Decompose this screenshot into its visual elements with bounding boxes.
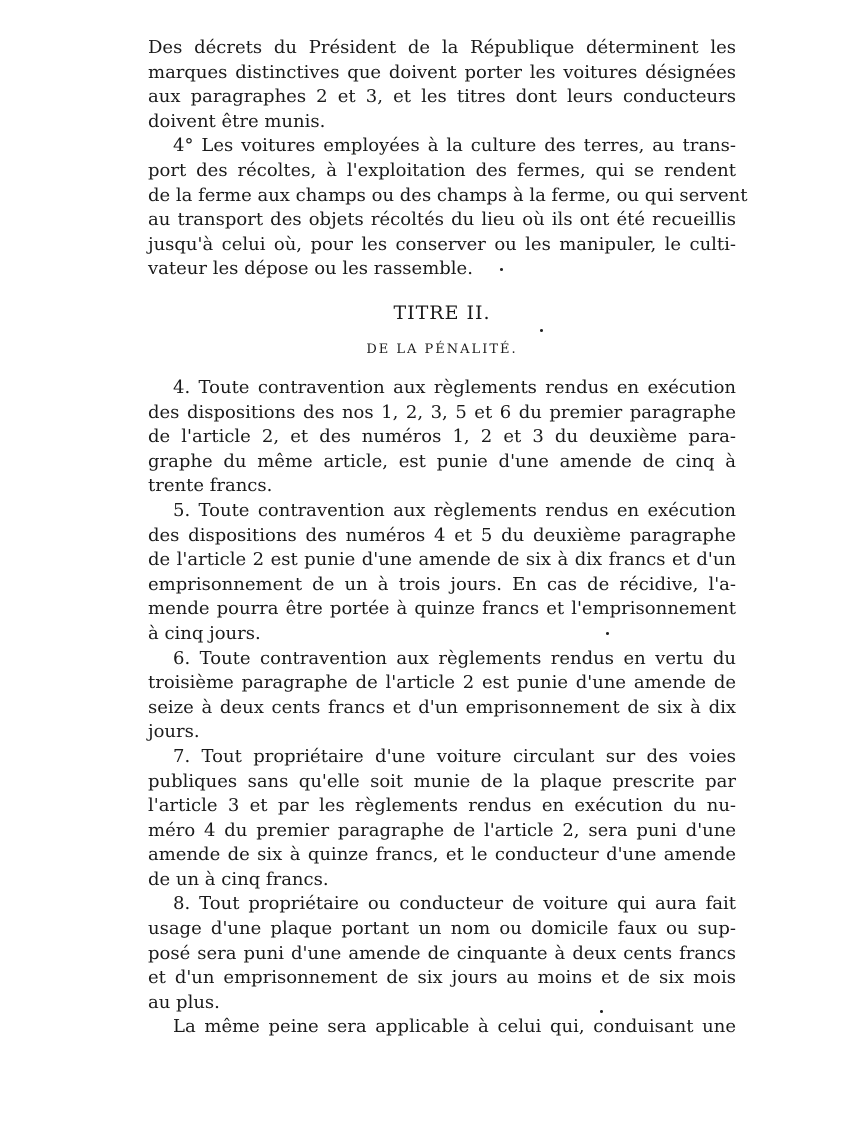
print-speck <box>540 329 543 332</box>
text-line: aux paragraphes 2 et 3, et les titres dont leurs conducteurs <box>148 86 736 108</box>
text-block-penalties <box>148 376 736 1040</box>
text-line: Des décrets du Président de la République déterminent les <box>148 37 736 58</box>
text-line: vateur les dépose ou les rassemble. <box>148 258 473 280</box>
text-line: méro 4 du premier paragraphe de l'article 2, sera puni d'une <box>148 819 736 841</box>
text-line: doivent être munis. <box>148 110 326 132</box>
text-line: jours. <box>148 721 200 743</box>
print-speck <box>606 632 609 635</box>
text-line: mende pourra être portée à quinze francs et l'emprisonnement <box>148 598 736 620</box>
print-speck <box>600 1010 603 1013</box>
text-line: 5. Toute contravention aux règlements rendus en exécution <box>173 499 736 521</box>
print-speck <box>500 268 503 271</box>
text-line: marques distinctives que doivent porter les voitures désignées <box>148 61 736 83</box>
section-subtitle: DE LA PÉNALITÉ. <box>366 342 518 357</box>
text-line: au plus. <box>148 991 220 1013</box>
text-line: des dispositions des numéros 4 et 5 du deuxième paragraphe <box>148 524 736 546</box>
text-line: emprisonnement de un à trois jours. En cas de récidive, l'a- <box>148 573 736 595</box>
text-line: jusqu'à celui où, pour les conserver ou les manipuler, le culti- <box>148 233 736 255</box>
text-line: usage d'une plaque portant un nom ou domicile faux ou sup- <box>148 918 736 940</box>
text-line: publiques sans qu'elle soit munie de la plaque prescrite par <box>148 770 736 792</box>
text-line: amende de six à quinze francs, et le conducteur d'une amende <box>148 844 736 866</box>
text-line: à cinq jours. <box>148 622 261 644</box>
text-line: 4° Les voitures employées à la culture des terres, au trans- <box>173 135 736 157</box>
text-line: graphe du même article, est punie d'une amende de cinq à <box>148 450 736 472</box>
text-line: de l'article 2 est punie d'une amende de six à dix francs et d'un <box>148 549 736 571</box>
text-line: de l'article 2, et des numéros 1, 2 et 3 du deuxième para- <box>148 426 736 448</box>
text-line: l'article 3 et par les règlements rendus en exécution du nu- <box>148 795 736 817</box>
text-line: 4. Toute contravention aux règlements rendus en exécution <box>173 377 736 398</box>
text-line: 6. Toute contravention aux règlements rendus en vertu du <box>173 647 736 669</box>
text-line: 7. Tout propriétaire d'une voiture circulant sur des voies <box>173 745 736 767</box>
text-line: des dispositions des nos 1, 2, 3, 5 et 6 du premier paragraphe <box>148 401 736 423</box>
text-line: port des récoltes, à l'exploitation des fermes, qui se rendent <box>148 159 736 181</box>
text-line: au transport des objets récoltés du lieu où ils ont été recueillis <box>148 209 736 231</box>
text-line: de la ferme aux champs ou des champs à la ferme, ou qui servent <box>148 184 748 206</box>
text-line: de un à cinq francs. <box>148 868 329 890</box>
text-line: seize à deux cents francs et d'un emprisonnement de six à dix <box>148 696 736 718</box>
text-line: et d'un emprisonnement de six jours au moins et de six mois <box>148 967 736 989</box>
text-block-top <box>148 36 748 282</box>
text-line: posé sera puni d'une amende de cinquante à deux cents francs <box>148 942 736 964</box>
text-line: La même peine sera applicable à celui qui, conduisant une <box>173 1016 736 1038</box>
text-line: 8. Tout propriétaire ou conducteur de voiture qui aura fait <box>173 893 736 915</box>
text-line: trente francs. <box>148 475 273 497</box>
section-title: TITRE II. <box>393 302 491 324</box>
text-line: troisième paragraphe de l'article 2 est punie d'une amende de <box>148 672 736 694</box>
